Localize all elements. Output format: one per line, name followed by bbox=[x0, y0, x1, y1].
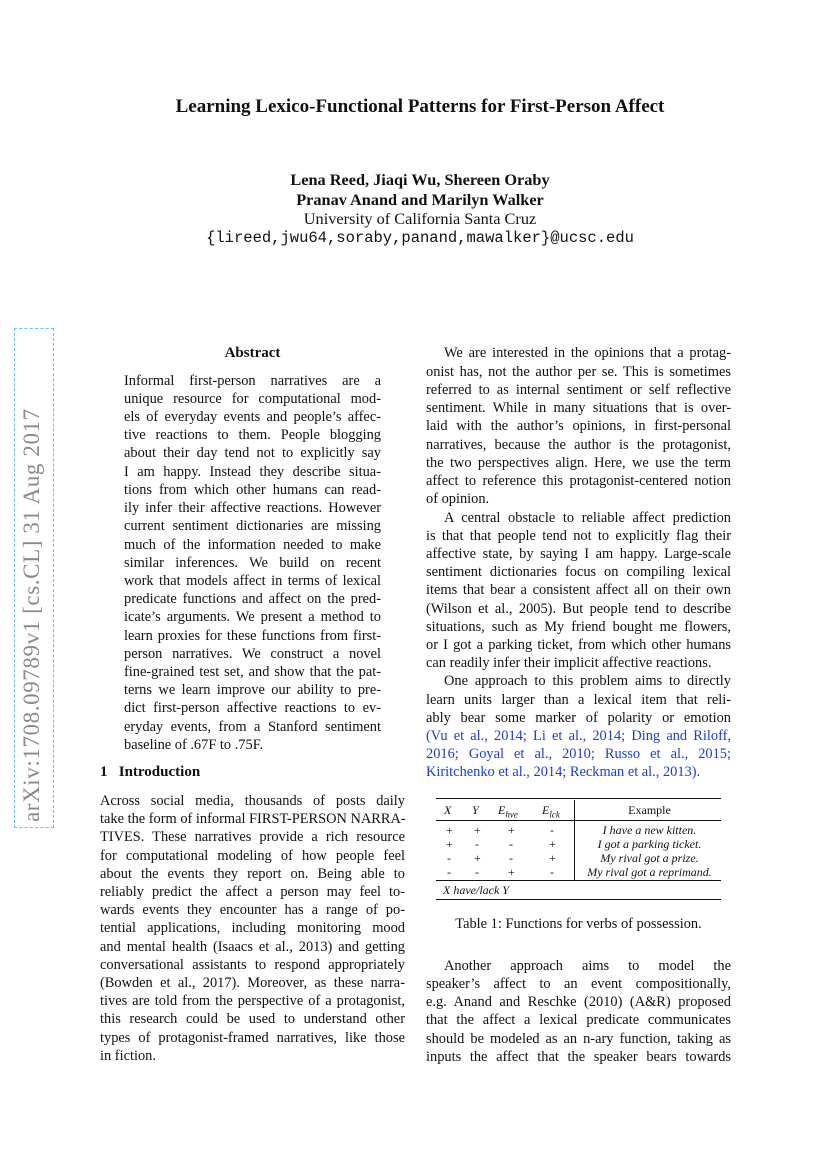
table-cell: - bbox=[509, 851, 513, 865]
body-line: e.g. Anand and Reschke (2010) (A&R) proposed bbox=[426, 994, 731, 1010]
body-line: (Wilson et al., 2005). But people tend to describe bbox=[426, 601, 731, 617]
abstract-line: tions from which other humans can read- bbox=[124, 482, 381, 498]
table-column-divider bbox=[574, 800, 575, 880]
table-cell: + bbox=[474, 851, 481, 865]
table-header-elck bbox=[542, 803, 560, 819]
abstract-line: terns we learn improve our ability to pre- bbox=[124, 682, 381, 698]
body-line: Another approach aims to model the bbox=[444, 958, 731, 974]
table-header-ehve bbox=[498, 803, 518, 819]
intro-line: about the events they report on. Being able to bbox=[100, 866, 405, 882]
body-line: (Vu et al., 2014; Li et al., 2014; Ding and Riloff, bbox=[426, 728, 731, 744]
section-title: Introduction bbox=[118, 764, 201, 780]
section-number: 1 bbox=[100, 764, 108, 780]
table-caption: Table 1: Functions for verbs of possession. bbox=[455, 916, 702, 932]
intro-line: TIVES. These narratives provide a rich resource bbox=[100, 829, 405, 845]
table-cell: + bbox=[508, 865, 515, 879]
abstract-line: Informal first-person narratives are a bbox=[124, 373, 381, 389]
header-subscript: lck bbox=[549, 809, 560, 820]
abstract-line: icate’s arguments. We present a method to bbox=[124, 609, 381, 625]
intro-line: tential applications, including monitoring mood bbox=[100, 920, 405, 936]
header-subscript: hve bbox=[505, 809, 518, 820]
body-line: speaker’s affect to an event compositionally, bbox=[426, 976, 731, 992]
body-line: laid with the author’s opinions, in first-personal bbox=[426, 418, 731, 434]
body-line: that the affect a lexical predicate communicates bbox=[426, 1012, 731, 1028]
section-heading-introduction bbox=[100, 764, 200, 781]
table-cell: - bbox=[509, 837, 513, 851]
table-bottom-rule bbox=[436, 899, 721, 900]
table-cell-example: I have a new kitten. bbox=[602, 823, 697, 837]
intro-line: types of protagonist-framed narratives, like those bbox=[100, 1030, 405, 1046]
body-line: learn units larger than a lexical item that reli- bbox=[426, 692, 731, 708]
abstract-line: baseline of .67F to .75F. bbox=[124, 737, 264, 753]
table-cell: - bbox=[447, 865, 451, 879]
abstract-line: predicate functions and affect on the pred- bbox=[124, 591, 381, 607]
body-line: affective state, by saying I am happy. Large-scale bbox=[426, 546, 731, 562]
body-line: situations, such as My friend bought me flowers, bbox=[426, 619, 731, 635]
table-footer: X have/lack Y bbox=[443, 883, 509, 897]
table-header-y: Y bbox=[472, 803, 479, 817]
body-line: affect to reference this protagonist-centered notion bbox=[426, 473, 731, 489]
body-line: onist has, not the author per se. This is sometimes bbox=[426, 364, 731, 380]
table-cell: + bbox=[549, 851, 556, 865]
table-cell: - bbox=[447, 851, 451, 865]
table-header-rule bbox=[436, 820, 721, 821]
intro-line: Across social media, thousands of posts daily bbox=[100, 793, 405, 809]
body-line: referred to as internal sentiment or self reflective bbox=[426, 382, 731, 398]
table-header-x: X bbox=[444, 803, 452, 817]
table-cell-example: My rival got a prize. bbox=[600, 851, 699, 865]
abstract-line: fine-grained test set, and show that the pat- bbox=[124, 664, 381, 680]
abstract-line: similar inferences. We build on recent bbox=[124, 555, 381, 571]
intro-line: wards events they encounter has a range of po- bbox=[100, 902, 405, 918]
body-line: of opinion. bbox=[426, 491, 490, 507]
author-block bbox=[150, 170, 690, 248]
body-line: sentiment dictionaries focus on compiling lexical bbox=[426, 564, 731, 580]
body-line: sentiment. While in many situations that is over- bbox=[426, 400, 731, 416]
email: {lireed,jwu64,soraby,panand,mawalker}@ucsc.edu bbox=[206, 228, 634, 247]
body-line: ably bear some marker of polarity or emotion bbox=[426, 710, 731, 726]
abstract-line: person narratives. We construct a novel bbox=[124, 646, 381, 662]
header-symbol: E bbox=[498, 803, 506, 817]
body-line: inputs the affect that the speaker bears towards bbox=[426, 1049, 731, 1065]
abstract-line: work that models affect in terms of lexical bbox=[124, 573, 381, 589]
body-line: the two perspectives align. Here, we use the term bbox=[426, 455, 731, 471]
abstract-line: unique resource for computational mod- bbox=[124, 391, 381, 407]
table-cell: + bbox=[549, 837, 556, 851]
body-line: 2016; Goyal et al., 2010; Russo et al., 2015; bbox=[426, 746, 731, 762]
intro-line: conversational assistants to respond appropriately bbox=[100, 957, 405, 973]
abstract-line: dict first-person affective reactions to ev- bbox=[124, 700, 381, 716]
table-cell: + bbox=[474, 823, 481, 837]
affiliation: University of California Santa Cruz bbox=[303, 209, 537, 228]
body-line: should be modeled as an n-ary function, taking as bbox=[426, 1031, 731, 1047]
abstract-heading: Abstract bbox=[224, 345, 281, 361]
table-cell: - bbox=[475, 865, 479, 879]
table-cell: - bbox=[550, 865, 554, 879]
author-line-2: Pranav Anand and Marilyn Walker bbox=[296, 189, 544, 209]
table-cell: + bbox=[446, 837, 453, 851]
table-body-rule bbox=[436, 880, 721, 881]
intro-line: this research could be used to understand other bbox=[100, 1011, 405, 1027]
table-cell-example: I got a parking ticket. bbox=[597, 837, 702, 851]
body-line: Kiritchenko et al., 2014; Reckman et al., 2013). bbox=[426, 764, 701, 780]
body-line: can readily infer their implicit affective reactions. bbox=[426, 655, 712, 671]
header-symbol: E bbox=[542, 803, 550, 817]
intro-line: for computational modeling of how people feel bbox=[100, 848, 405, 864]
abstract-line: learn proxies for these functions from first- bbox=[124, 628, 381, 644]
body-line: One approach to this problem aims to directly bbox=[444, 673, 731, 689]
table-cell: + bbox=[508, 823, 515, 837]
abstract-line: I am happy. Instead they describe situa- bbox=[124, 464, 381, 480]
arxiv-stamp: arXiv:1708.09789v1 [cs.CL] 31 Aug 2017 bbox=[19, 408, 44, 822]
body-line: items that bear a consistent affect all on their own bbox=[426, 582, 731, 598]
body-line: narratives, because the author is the protagonist, bbox=[426, 437, 731, 453]
abstract-line: els of everyday events and people’s affec- bbox=[124, 409, 381, 425]
table-cell: - bbox=[550, 823, 554, 837]
table-cell-example: My rival got a reprimand. bbox=[587, 865, 712, 879]
abstract-line: tive reactions to them. People blogging bbox=[124, 427, 381, 443]
intro-line: in fiction. bbox=[100, 1048, 156, 1064]
intro-line: take the form of informal FIRST-PERSON NARRA- bbox=[100, 811, 406, 827]
table-header-example: Example bbox=[628, 803, 671, 817]
body-line: is that that people tend not to explicitly flag their bbox=[426, 528, 731, 544]
intro-line: tives are told from the perspective of a protagonist, bbox=[100, 993, 405, 1009]
abstract-line: current sentiment dictionaries are missing bbox=[124, 518, 381, 534]
intro-line: reliably predict the affect a person may feel to- bbox=[100, 884, 405, 900]
paper-title: Learning Lexico-Functional Patterns for First-Person Affect bbox=[175, 96, 665, 117]
table-top-rule bbox=[436, 798, 721, 799]
abstract-line: much of the information needed to make bbox=[124, 537, 381, 553]
intro-line: (Bowden et al., 2017). Moreover, as these narra- bbox=[100, 975, 405, 991]
author-line-1: Lena Reed, Jiaqi Wu, Shereen Oraby bbox=[290, 170, 550, 189]
body-line: A central obstacle to reliable affect prediction bbox=[444, 510, 731, 526]
abstract-line: eryday events, from a Stanford sentiment bbox=[124, 719, 381, 735]
table-cell: - bbox=[475, 837, 479, 851]
body-line: We are interested in the opinions that a protag- bbox=[444, 345, 731, 361]
body-line: or I got a parking ticket, from which other humans bbox=[426, 637, 731, 653]
abstract-line: ily infer their affective reactions. However bbox=[124, 500, 381, 516]
intro-line: and mental health (Isaacs et al., 2013) and getting bbox=[100, 939, 405, 955]
abstract-line: about their day tend not to explicitly say bbox=[124, 445, 381, 461]
table-cell: + bbox=[446, 823, 453, 837]
